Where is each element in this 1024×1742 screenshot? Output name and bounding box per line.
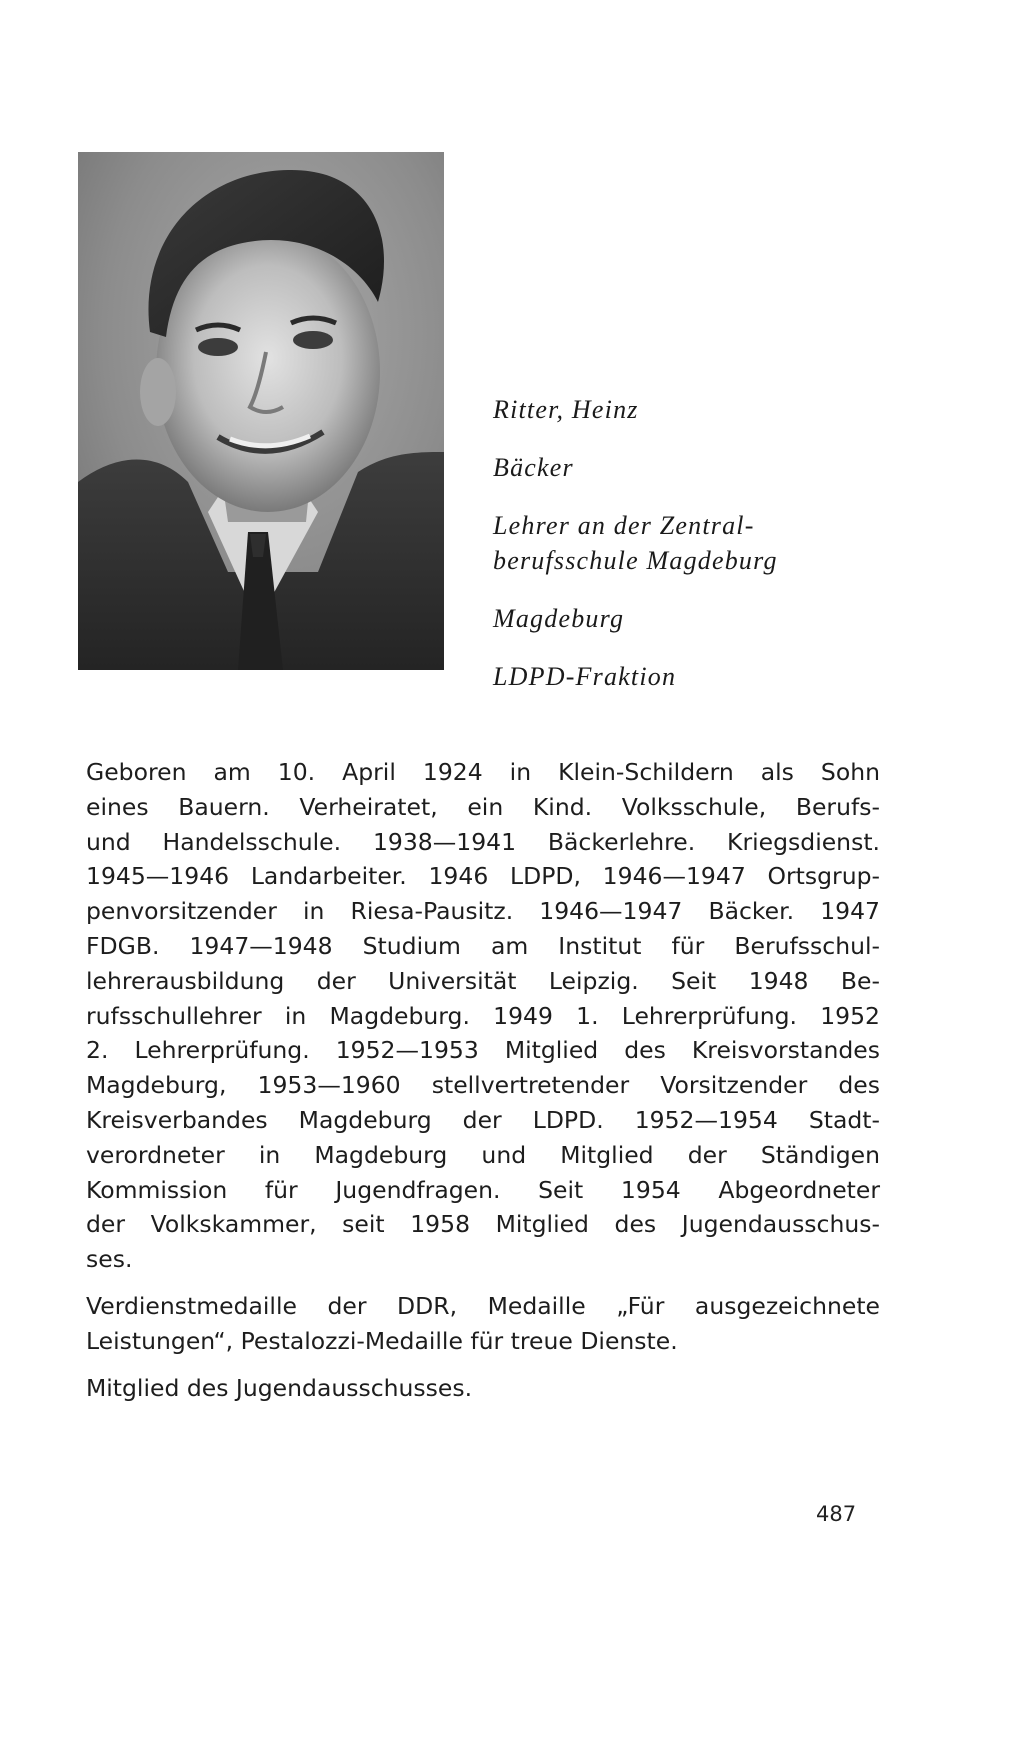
bio-trade-text: Bäcker [493,453,574,482]
bio-location-text: Magdeburg [493,604,625,633]
bio-location [493,601,913,636]
body-line: Kreisverbandes Magdeburg der LDPD. 1952—1954 Stadt- [86,1105,880,1134]
body-line: 1945—1946 Landarbeiter. 1946 LDPD, 1946—1947 Ortsgrup- [86,862,880,891]
body-line: Mitglied des Jugendausschusses. [86,1373,473,1402]
bio-position-line: berufsschule Magdeburg [493,546,778,575]
paragraph-membership [86,1371,880,1406]
page-number: 487 [816,1502,857,1526]
body-line: penvorsitzender in Riesa-Pausitz. 1946—1947 Bäcker. 1947 [86,897,880,926]
body-line: 2. Lehrerprüfung. 1952—1953 Mitglied des Kreisvorstandes [86,1036,880,1065]
body-line: rufsschullehrer in Magdeburg. 1949 1. Lehrerprüfung. 1952 [86,1001,880,1030]
body-line: der Volkskammer, seit 1958 Mitglied des Jugendausschus- [86,1210,880,1239]
body-line: FDGB. 1947—1948 Studium am Institut für Berufsschul- [86,931,880,960]
body-line: Magdeburg, 1953—1960 stellvertretender Vorsitzender des [86,1071,880,1100]
bio-name [493,392,913,427]
bio-position-line: Lehrer an der Zentral- [493,511,755,540]
bio-position [493,508,913,578]
bio-faction [493,659,913,694]
bio-name-text: Ritter, Heinz [493,395,639,424]
body-line: eines Bauern. Verheiratet, ein Kind. Volksschule, Berufs- [86,792,880,821]
biography-body [86,755,880,1417]
paragraph-career [86,755,880,1277]
body-line: ses. [86,1245,133,1274]
body-line: und Handelsschule. 1938—1941 Bäckerlehre. Kriegsdienst. [86,827,880,856]
body-line: verordneter in Magdeburg und Mitglied der Ständigen [86,1140,880,1169]
body-line: lehrerausbildung der Universität Leipzig. Seit 1948 Be- [86,966,880,995]
portrait-photo-icon [78,152,444,670]
body-line: Leistungen“, Pestalozzi-Medaille für treue Dienste. [86,1326,678,1355]
bio-faction-text: LDPD-Fraktion [493,662,677,691]
body-line: Kommission für Jugendfragen. Seit 1954 Abgeordneter [86,1175,880,1204]
paragraph-awards [86,1289,880,1359]
bio-trade [493,450,913,485]
body-line: Verdienstmedaille der DDR, Medaille „Für ausgezeichnete [86,1291,880,1320]
bio-card [493,392,913,717]
body-line: Geboren am 10. April 1924 in Klein-Schildern als Sohn [86,758,880,786]
portrait-photo [78,152,444,670]
